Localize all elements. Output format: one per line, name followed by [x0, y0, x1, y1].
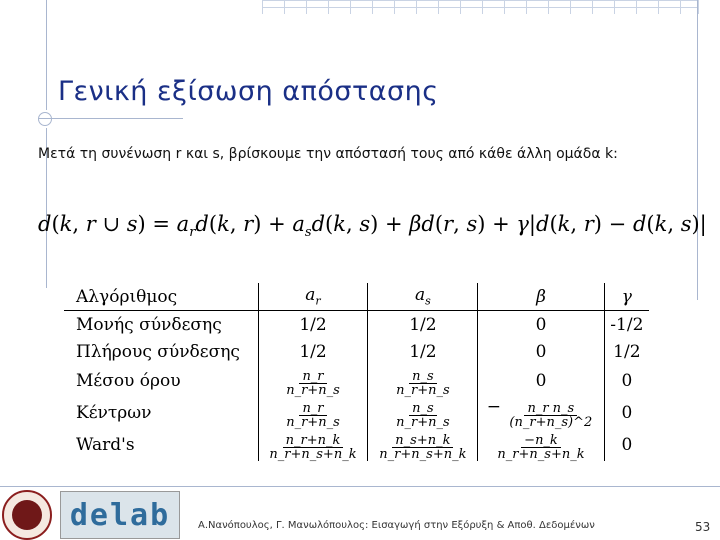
fraction: $\frac{\text{n\_r n\_s}}{(n\_r+n\_s)\^{}2}$ [509, 401, 593, 430]
header-as: $a_s$ [368, 283, 478, 311]
cell-as: 1/2 [368, 311, 478, 339]
cell-ar: 1/2 [258, 338, 368, 365]
header-beta: β [478, 283, 604, 311]
row-name: Πλήρους σύνδεσης [76, 341, 240, 362]
table-row [64, 429, 649, 461]
delab-logo: delab [60, 491, 180, 539]
fraction: $\frac{n\_r}{n\_r+n\_s}$ [286, 369, 340, 398]
fraction: $\frac{n\_s}{n\_r+n\_s}$ [396, 369, 450, 398]
distance-formula: d(k, r ∪ $s) = a_rd(k$, $r) + a_sd(k$, s) + βd(r, s) + γ|d(k, r) − d(k, s)| [38, 212, 707, 241]
fraction: $\frac{n\_r}{n\_r+n\_s}$ [286, 401, 340, 430]
cell-as [368, 365, 478, 397]
cell-beta: 0 [478, 365, 604, 397]
table-header-row [64, 283, 649, 311]
cell-ar [258, 429, 368, 461]
header-gamma: γ [604, 283, 649, 311]
cell-gamma: -1/2 [604, 311, 649, 339]
row-name: Ward's [76, 435, 135, 455]
decorative-hline-bottom [0, 486, 720, 487]
decorative-circle [38, 112, 52, 126]
fraction: $\frac{-n\_k}{n\_r+n\_s+n\_k}$ [497, 433, 585, 462]
cell-beta: 0 [478, 338, 604, 365]
footer-authors: Α.Νανόπουλος, Γ. Μανωλόπουλος: Εισαγωγή στην Εξόρυξη & Αποθ. Δεδομένων [198, 520, 595, 531]
cell-ar [258, 365, 368, 397]
cell-gamma: 1/2 [604, 338, 649, 365]
decorative-vline-top [46, 0, 47, 110]
cell-ar: 1/2 [258, 311, 368, 339]
decorative-hline-title [38, 118, 183, 119]
cell-as [368, 397, 478, 429]
slide-title: Γενική εξίσωση απόστασης [58, 76, 439, 107]
header-algorithm: Αλγόριθμος [64, 283, 258, 311]
decorative-vline-right [697, 0, 698, 300]
table-row [64, 338, 649, 365]
cell-gamma: 0 [604, 397, 649, 429]
cell-beta [478, 429, 604, 461]
page-number: 53 [695, 520, 711, 534]
university-seal-logo [2, 490, 52, 540]
cell-as: 1/2 [368, 338, 478, 365]
table-row [64, 311, 649, 339]
cell-beta: 0 [478, 311, 604, 339]
fraction: $\frac{n\_r+n\_k}{n\_r+n\_s+n\_k}$ [269, 433, 357, 462]
slide-body-text: Μετά τη συνένωση r και s, βρίσκουμε την απόστασή τους από κάθε άλλη ομάδα k: [38, 146, 618, 162]
header-ar: $a_r$ [258, 283, 368, 311]
fraction: $\frac{n\_s}{n\_r+n\_s}$ [396, 401, 450, 430]
cell-as [368, 429, 478, 461]
row-name: Μονής σύνδεσης [76, 314, 222, 335]
cell-gamma: 0 [604, 365, 649, 397]
cell-gamma: 0 [604, 429, 649, 461]
row-name: Κέντρων [76, 403, 152, 423]
fraction: $\frac{n\_s+n\_k}{n\_r+n\_s+n\_k}$ [379, 433, 467, 462]
table-row [64, 365, 649, 397]
coefficients-table [64, 283, 649, 462]
table-row [64, 397, 649, 429]
decorative-grid [262, 0, 699, 14]
minus-sign: − [486, 397, 502, 417]
cell-beta [478, 397, 604, 429]
row-name: Μέσου όρου [76, 371, 181, 391]
cell-ar [258, 397, 368, 429]
